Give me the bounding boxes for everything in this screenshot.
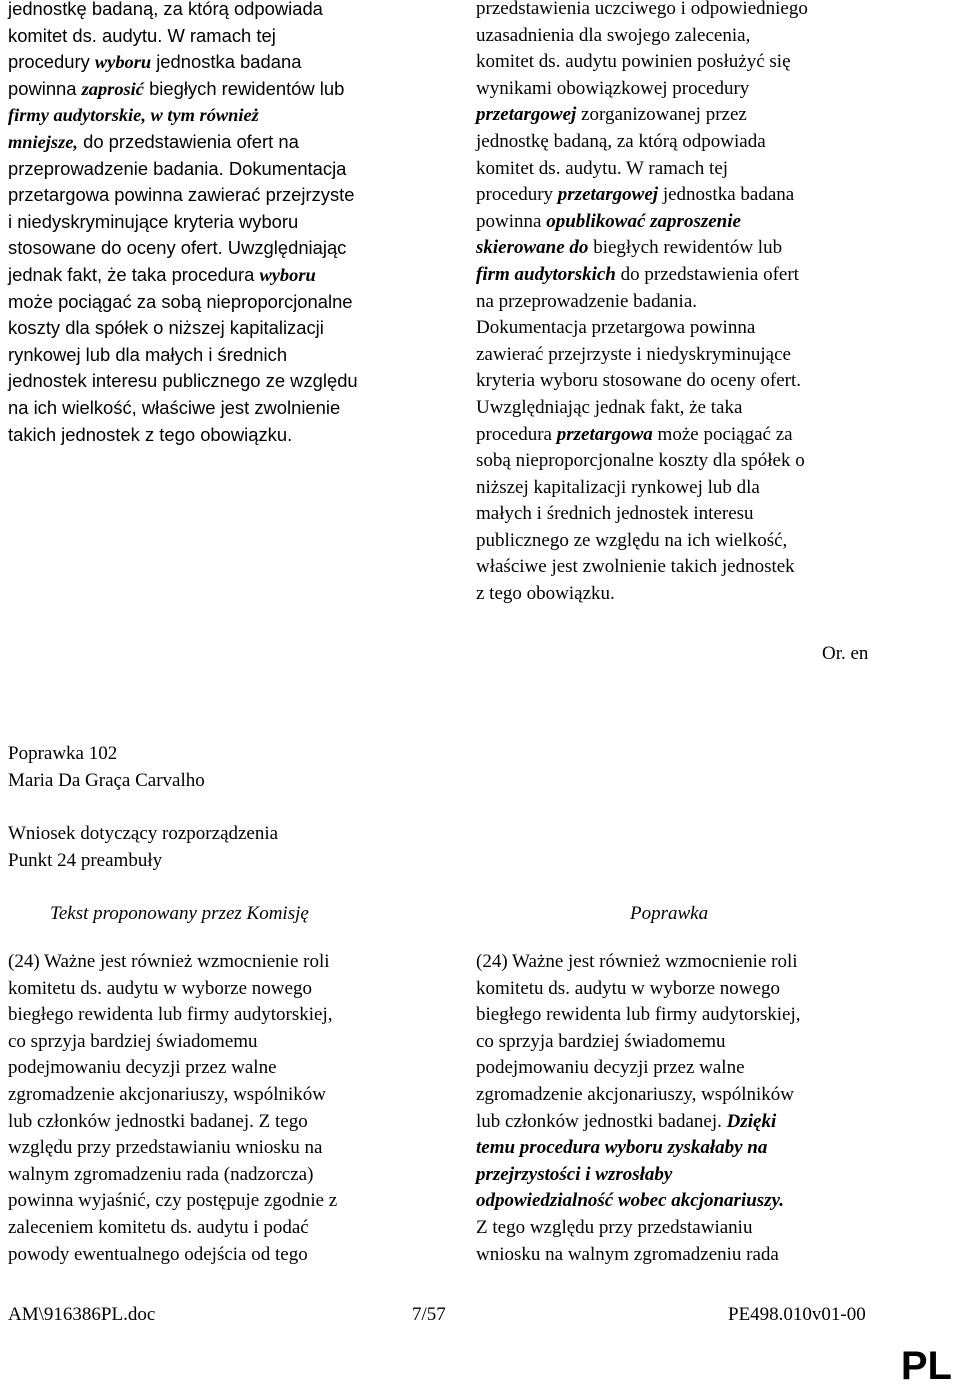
text-line xyxy=(476,1055,946,1082)
text-line xyxy=(8,1242,458,1269)
text-segment: podejmowaniu decyzji przez walne xyxy=(8,1057,277,1079)
emphasized-text: przejrzystości i wzrosłaby xyxy=(476,1163,673,1185)
text-line xyxy=(8,49,448,76)
text-line xyxy=(476,0,946,23)
emphasized-text: firm audytorskich xyxy=(476,263,616,285)
emphasized-text: odpowiedzialność wobec akcjonariuszy. xyxy=(476,1190,785,1212)
text-segment: biegłych rewidentów lub xyxy=(588,237,783,259)
text-segment: i niedyskryminujące kryteria wyboru xyxy=(8,210,299,232)
text-line xyxy=(476,475,946,502)
text-segment: podejmowaniu decyzji przez walne xyxy=(476,1057,745,1079)
text-line xyxy=(8,976,458,1003)
text-line xyxy=(8,368,448,395)
emphasized-text: Dzięki xyxy=(726,1110,777,1132)
text-segment: z tego obowiązku. xyxy=(476,583,615,605)
emphasized-text: przetargowej xyxy=(476,104,577,126)
text-segment: komitet ds. audytu powinien posłużyć się xyxy=(476,51,791,73)
text-line xyxy=(476,102,946,129)
text-segment: właściwe jest zwolnienie takich jednostek xyxy=(476,556,795,578)
text-line xyxy=(476,976,946,1003)
text-segment: jednostkę badaną, za którą odpowiada xyxy=(476,130,766,152)
text-line xyxy=(476,209,946,236)
text-line xyxy=(8,949,458,976)
text-segment: sobą nieproporcjonalne koszty dla spółek o xyxy=(476,450,805,472)
text-segment: uzasadnienia dla swojego zalecenia, xyxy=(476,24,751,46)
text-line xyxy=(476,1002,946,1029)
text-segment: komitetu ds. audytu w wyborze nowego xyxy=(476,977,780,999)
top-left-column xyxy=(8,0,448,448)
text-segment: względu przy przedstawianiu wniosku na xyxy=(8,1137,323,1159)
text-line xyxy=(476,1135,946,1162)
text-line xyxy=(476,581,946,608)
text-line xyxy=(8,23,448,50)
text-line xyxy=(476,554,946,581)
text-segment: zorganizowanej przez xyxy=(576,104,747,126)
text-line xyxy=(476,368,946,395)
text-line xyxy=(8,1109,458,1136)
text-line xyxy=(476,342,946,369)
text-line xyxy=(476,156,946,183)
original-language: Or. en xyxy=(822,643,869,664)
top-right-column xyxy=(476,0,946,608)
emphasized-text: firmy audytorskie, w tym również xyxy=(8,105,259,126)
text-segment: biegłych rewidentów lub xyxy=(143,77,345,99)
text-segment: walnym zgromadzeniu rada (nadzorcza) xyxy=(8,1163,314,1185)
text-line xyxy=(8,1082,458,1109)
text-line xyxy=(476,289,946,316)
amendment-author: Maria Da Graça Carvalho xyxy=(8,770,205,791)
text-line xyxy=(8,0,448,23)
text-line xyxy=(476,422,946,449)
text-segment: przetargowa powinna zawierać przejrzyste xyxy=(8,184,355,206)
text-segment: niższej kapitalizacji rynkowej lub dla xyxy=(476,476,760,498)
text-line xyxy=(8,235,448,262)
text-segment: Uwzględniając jednak fakt, że taka xyxy=(476,396,743,418)
text-line xyxy=(8,1002,458,1029)
text-line xyxy=(476,315,946,342)
text-segment: rynkowej lub dla małych i średnich xyxy=(8,343,288,365)
text-segment: biegłego rewidenta lub firmy audytorskiej, xyxy=(8,1004,333,1026)
text-line xyxy=(476,528,946,555)
text-segment: koszty dla spółek o niższej kapitalizacji xyxy=(8,317,324,339)
text-line xyxy=(8,315,448,342)
emphasized-text: przetargowa xyxy=(556,423,653,445)
text-line xyxy=(8,1215,458,1242)
emphasized-text: temu procedura wyboru zyskałaby na xyxy=(476,1137,768,1159)
text-line xyxy=(8,262,448,289)
text-segment: powody ewentualnego odejścia od tego xyxy=(8,1243,308,1265)
text-segment: przedstawienia uczciwego i odpowiedniego xyxy=(476,0,808,19)
text-segment: lub członków jednostki badanej. xyxy=(476,1110,727,1132)
emphasized-text: skierowane do xyxy=(476,237,589,259)
text-segment: co sprzyja bardziej świadomemu xyxy=(476,1030,726,1052)
text-segment: jednostka badana xyxy=(151,51,302,73)
text-segment: takich jednostek z tego obowiązku. xyxy=(8,423,293,445)
recital-reference: Punkt 24 preambuły xyxy=(8,850,163,871)
text-line xyxy=(8,209,448,236)
emphasized-text: mniejsze, xyxy=(8,131,78,152)
text-segment: jednostkę badaną, za którą odpowiada xyxy=(8,0,323,19)
emphasized-text: przetargowej xyxy=(557,184,659,206)
text-segment: (24) Ważne jest również wzmocnienie roli xyxy=(8,951,330,972)
emphasized-text: wyboru xyxy=(94,52,152,73)
emphasized-text: wyboru xyxy=(259,264,316,285)
page-number: 7/57 xyxy=(412,1304,446,1325)
text-line xyxy=(476,501,946,528)
text-line xyxy=(8,1188,458,1215)
text-segment: procedura xyxy=(476,423,557,445)
text-segment: komitet ds. audytu. W ramach tej xyxy=(476,157,729,179)
text-segment: komitet ds. audytu. W ramach tej xyxy=(8,24,276,46)
text-segment: publicznego ze względu na ich wielkość, xyxy=(476,529,788,551)
text-segment: procedury xyxy=(8,51,95,73)
text-segment: może pociągać za sobą nieproporcjonalne xyxy=(8,290,353,312)
text-line xyxy=(476,1082,946,1109)
emphasized-text: zaprosić xyxy=(81,78,144,99)
text-segment: procedury xyxy=(476,184,558,206)
text-segment: jednostka badana xyxy=(658,184,795,206)
text-line xyxy=(476,1109,946,1136)
text-segment: małych i średnich jednostek interesu xyxy=(476,503,754,525)
text-line xyxy=(476,182,946,209)
text-segment: może pociągać za xyxy=(652,423,793,445)
text-segment: jednak fakt, że taka procedura xyxy=(8,263,260,285)
text-segment: do przedstawienia ofert na xyxy=(78,130,299,152)
text-segment: wniosku na walnym zgromadzeniu rada xyxy=(476,1243,779,1265)
text-line xyxy=(8,342,448,369)
text-segment: zaleceniem komitetu ds. audytu i podać xyxy=(8,1216,309,1238)
text-line xyxy=(476,949,946,976)
text-segment: na ich wielkość, właściwe jest zwolnienie xyxy=(8,396,341,418)
text-segment: zawierać przejrzyste i niedyskryminujące xyxy=(476,343,791,365)
text-segment: zgromadzenie akcjonariuszy, wspólników xyxy=(8,1083,326,1105)
text-segment: do przedstawienia ofert xyxy=(615,263,799,285)
text-line xyxy=(8,1162,458,1189)
text-segment: przeprowadzenie badania. Dokumentacja xyxy=(8,157,347,179)
text-line xyxy=(476,448,946,475)
emphasized-text: opublikować zaproszenie xyxy=(546,210,741,232)
text-segment: powinna xyxy=(8,77,82,99)
text-line xyxy=(476,1242,946,1269)
text-segment: kryteria wyboru stosowane do oceny ofert. xyxy=(476,370,802,392)
text-line xyxy=(8,102,448,129)
amendment-number: Poprawka 102 xyxy=(8,743,118,764)
commission-text xyxy=(8,949,458,1268)
text-line xyxy=(8,422,448,449)
text-segment: jednostek interesu publicznego ze względu xyxy=(8,370,358,392)
text-line xyxy=(476,1029,946,1056)
text-line xyxy=(8,182,448,209)
proposal-title: Wniosek dotyczący rozporządzenia xyxy=(8,823,279,844)
text-segment: Dokumentacja przetargowa powinna xyxy=(476,317,756,339)
language-code: PL xyxy=(900,1344,952,1388)
text-line xyxy=(476,1188,946,1215)
text-line xyxy=(476,49,946,76)
text-segment: na przeprowadzenie badania. xyxy=(476,290,698,312)
commission-text-heading: Tekst proponowany przez Komisję xyxy=(50,903,309,924)
text-segment: stosowane do oceny ofert. Uwzględniając xyxy=(8,237,347,259)
text-segment: Z tego względu przy przedstawianiu xyxy=(476,1216,753,1238)
text-segment: powinna wyjaśnić, czy postępuje zgodnie z xyxy=(8,1190,338,1212)
amendment-text xyxy=(476,949,946,1268)
text-line xyxy=(8,1135,458,1162)
text-line xyxy=(8,156,448,183)
text-line xyxy=(476,262,946,289)
text-segment: lub członków jednostki badanej. Z tego xyxy=(8,1110,308,1132)
amendment-text-heading: Poprawka xyxy=(630,903,709,924)
pe-reference: PE498.010v01-00 xyxy=(728,1304,866,1325)
text-line xyxy=(476,235,946,262)
text-segment: powinna xyxy=(476,210,547,232)
text-line xyxy=(8,129,448,156)
text-line xyxy=(476,1215,946,1242)
text-line xyxy=(476,129,946,156)
text-segment: co sprzyja bardziej świadomemu xyxy=(8,1030,258,1052)
text-segment: wynikami obowiązkowej procedury xyxy=(476,77,750,99)
text-segment: zgromadzenie akcjonariuszy, wspólników xyxy=(476,1083,794,1105)
text-line xyxy=(476,23,946,50)
text-line xyxy=(8,76,448,103)
text-line xyxy=(8,395,448,422)
text-segment: komitetu ds. audytu w wyborze nowego xyxy=(8,977,312,999)
document-reference: AM\916386PL.doc xyxy=(8,1304,156,1325)
text-line xyxy=(476,395,946,422)
text-line xyxy=(8,289,448,316)
text-line xyxy=(476,1162,946,1189)
text-line xyxy=(8,1055,458,1082)
text-line xyxy=(476,76,946,103)
text-segment: (24) Ważne jest również wzmocnienie roli xyxy=(476,951,798,972)
text-line xyxy=(8,1029,458,1056)
text-segment: biegłego rewidenta lub firmy audytorskiej, xyxy=(476,1004,801,1026)
